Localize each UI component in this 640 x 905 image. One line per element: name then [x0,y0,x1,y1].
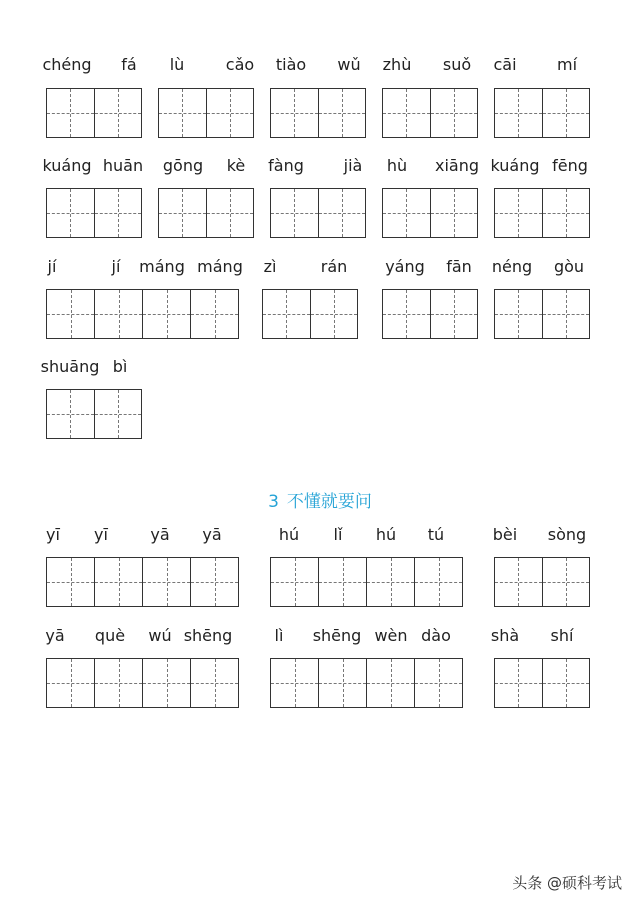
pinyin-label: kuáng [490,156,540,175]
writing-box-group[interactable] [494,88,590,138]
writing-box-group[interactable] [270,88,366,138]
pinyin-label: néng [491,257,533,276]
pinyin-label: rán [320,257,348,276]
writing-box-group[interactable] [46,188,142,238]
writing-box-group[interactable] [262,289,358,339]
writing-box[interactable] [271,189,319,237]
writing-box-group[interactable] [158,88,254,138]
writing-box[interactable] [271,659,319,707]
pinyin-label: cǎo [225,55,255,74]
pinyin-label: wú [148,626,172,645]
pinyin-label: wèn [374,626,408,645]
pinyin-label: hù [386,156,408,175]
pinyin-label: bèi [492,525,518,544]
writing-box[interactable] [543,89,590,137]
pinyin-label: cāi [493,55,517,74]
pinyin-label: suǒ [442,55,472,74]
pinyin-label: shí [550,626,574,645]
pinyin-label: yā [202,525,222,544]
writing-box[interactable] [543,558,590,606]
watermark: 头条 @硕科考试 [512,874,622,892]
pinyin-label: sòng [547,525,587,544]
writing-box[interactable] [543,290,590,338]
pinyin-label: huān [102,156,144,175]
writing-box-group[interactable] [46,557,239,607]
pinyin-label: fàng [268,156,304,175]
pinyin-label: dào [421,626,451,645]
writing-box-group[interactable] [494,289,590,339]
pinyin-label: yáng [385,257,425,276]
writing-box[interactable] [95,659,143,707]
writing-box-group[interactable] [46,88,142,138]
writing-box[interactable] [431,89,478,137]
writing-box-group[interactable] [270,658,463,708]
pinyin-label: mí [556,55,578,74]
pinyin-label: máng [139,257,185,276]
pinyin-label: xiāng [434,156,479,175]
pinyin-label: shēng [183,626,233,645]
writing-box[interactable] [47,189,95,237]
pinyin-label: tiào [275,55,307,74]
section-number: 3 [268,492,279,512]
pinyin-label: lì [274,626,284,645]
writing-box[interactable] [383,89,431,137]
writing-box[interactable] [543,189,590,237]
writing-box[interactable] [95,558,143,606]
pinyin-label: jí [111,257,121,276]
writing-box-group[interactable] [494,188,590,238]
writing-box[interactable] [207,89,254,137]
pinyin-label: chéng [42,55,92,74]
writing-box[interactable] [431,290,478,338]
writing-box[interactable] [319,558,367,606]
pinyin-label: shuāng [40,357,100,376]
pinyin-label: wǔ [337,55,361,74]
writing-box-group[interactable] [270,557,463,607]
pinyin-label: yā [150,525,170,544]
pinyin-label: zhù [382,55,412,74]
writing-box-group[interactable] [158,188,254,238]
writing-box[interactable] [415,659,462,707]
writing-box[interactable] [271,89,319,137]
writing-box[interactable] [143,290,191,338]
writing-box[interactable] [191,290,238,338]
writing-box[interactable] [383,290,431,338]
writing-box-group[interactable] [270,188,366,238]
writing-box-group[interactable] [494,557,590,607]
writing-box[interactable] [191,558,238,606]
writing-box[interactable] [271,558,319,606]
writing-box[interactable] [207,189,254,237]
writing-box-group[interactable] [382,188,478,238]
writing-box[interactable] [47,558,95,606]
writing-box[interactable] [47,89,95,137]
writing-box[interactable] [495,659,543,707]
writing-box[interactable] [95,390,142,438]
writing-box[interactable] [367,659,415,707]
pinyin-label: kuáng [42,156,92,175]
writing-box-group[interactable] [382,289,478,339]
pinyin-label: gòu [553,257,585,276]
writing-box[interactable] [319,659,367,707]
pinyin-label: lù [169,55,185,74]
pinyin-label: kè [226,156,246,175]
pinyin-label: tú [427,525,445,544]
writing-box[interactable] [143,558,191,606]
pinyin-label: hú [375,525,397,544]
writing-box[interactable] [383,189,431,237]
writing-box[interactable] [159,89,207,137]
writing-box-group[interactable] [382,88,478,138]
pinyin-label: gōng [162,156,204,175]
pinyin-label: jià [343,156,363,175]
pinyin-label: shēng [312,626,362,645]
writing-box[interactable] [367,558,415,606]
writing-box[interactable] [95,89,142,137]
writing-box[interactable] [47,390,95,438]
pinyin-label: fá [121,55,137,74]
pinyin-label: yī [46,525,60,544]
pinyin-label: máng [197,257,243,276]
writing-box[interactable] [415,558,462,606]
writing-box[interactable] [159,189,207,237]
pinyin-label: jí [47,257,57,276]
writing-box[interactable] [431,189,478,237]
writing-box[interactable] [95,189,142,237]
pinyin-label: yā [45,626,65,645]
pinyin-label: zì [263,257,277,276]
writing-box[interactable] [495,189,543,237]
writing-box[interactable] [191,659,238,707]
writing-box[interactable] [495,89,543,137]
writing-box[interactable] [263,290,311,338]
writing-box[interactable] [95,290,143,338]
writing-box[interactable] [47,659,95,707]
writing-box[interactable] [143,659,191,707]
pinyin-label: shà [490,626,520,645]
pinyin-label: bì [112,357,128,376]
writing-box[interactable] [495,290,543,338]
writing-box-group[interactable] [46,289,239,339]
writing-box[interactable] [543,659,590,707]
writing-box[interactable] [319,89,366,137]
writing-box[interactable] [311,290,358,338]
pinyin-label: fān [446,257,472,276]
writing-box-group[interactable] [46,389,142,439]
writing-box[interactable] [319,189,366,237]
pinyin-label: lǐ [333,525,343,544]
section-title [0,487,640,512]
pinyin-label: hú [278,525,300,544]
section-heading: 不懂就要问 [286,492,372,512]
writing-box[interactable] [47,290,95,338]
pinyin-label: fēng [552,156,588,175]
pinyin-label: yī [94,525,108,544]
writing-box[interactable] [495,558,543,606]
writing-box-group[interactable] [46,658,239,708]
pinyin-label: què [94,626,126,645]
writing-box-group[interactable] [494,658,590,708]
